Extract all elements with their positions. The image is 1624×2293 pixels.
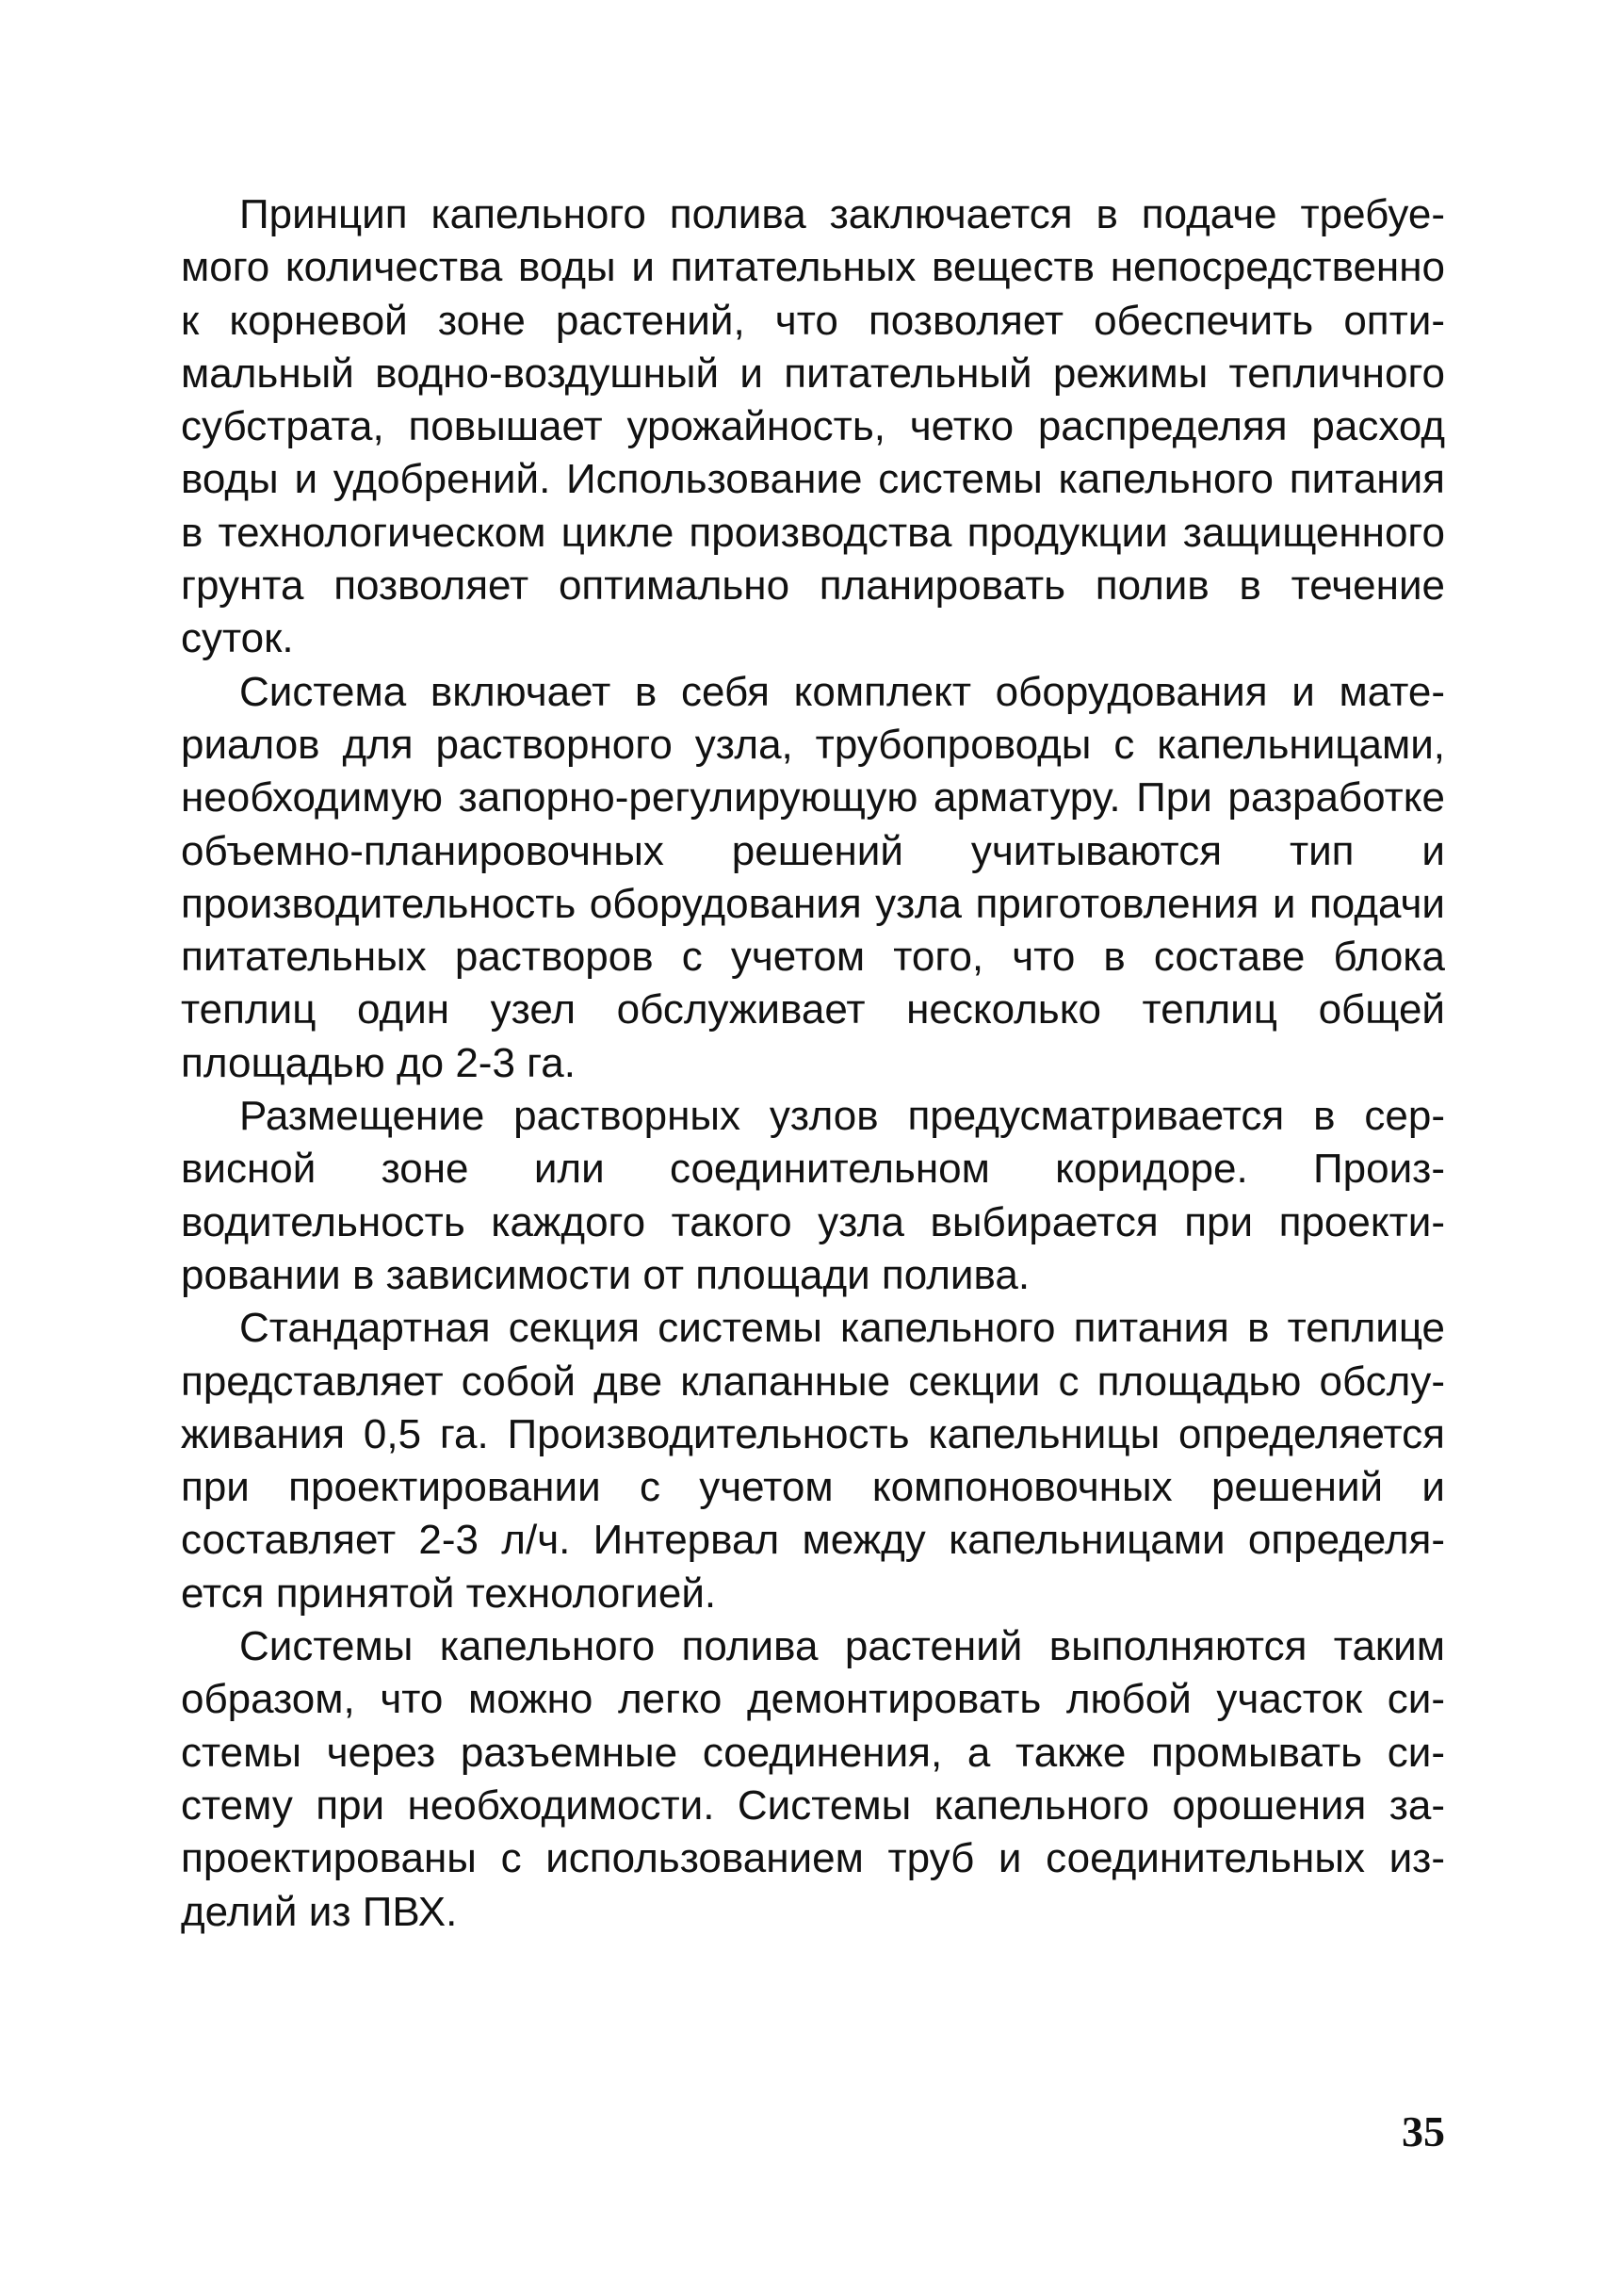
paragraph-3: Размещение растворных узлов предусматривается в сервисной зоне или соединительном коридоре. Производительность каждого такого узла выбирается при проектировании в зависимости от площади полива. [181, 1093, 1445, 1298]
paragraph-2: Система включает в себя комплект оборудования и материалов для растворного узла, трубопроводы с капельницами, необходимую запорно-регулирующую арматуру. При разработке объемно-планировочных решений учитываются тип и производительность оборудования узла приготовления и подачи питательных растворов с учетом того, что в составе блока теплиц один узел обслуживает несколько теплиц общей площадью до 2-3 га. [181, 668, 1445, 1086]
paragraph-5: Системы капельного полива растений выполняются таким образом, что можно легко демонтировать любой участок системы через разъемные соединения, а также промывать систему при необходимости. Системы капельного орошения запроектированы с использованием труб и соединительных изделий из ПВХ. [181, 1623, 1445, 1935]
page-number: 35 [1402, 2107, 1445, 2155]
paragraph-4: Стандартная секция системы капельного питания в теплице представляет собой две клапанные секции с площадью обслуживания 0,5 га. Производительность капельницы определяется при проектировании с учетом компоновочных решений и составляет 2-3 л/ч. Интервал между капельницами определяется принятой технологией. [181, 1305, 1445, 1617]
body-text [181, 188, 1445, 1939]
paragraph-1: Принцип капельного полива заключается в подаче требуемого количества воды и питательных веществ непосредственно к корневой зоне растений, что позволяет обеспечить оптимальный водно-воздушный и питательный режимы тепличного субстрата, повышает урожайность, четко распределяя расход воды и удобрений. Использование системы капельного питания в технологическом цикле производства продукции защищенного грунта позволяет оптимально планировать полив в течение суток. [181, 191, 1445, 662]
